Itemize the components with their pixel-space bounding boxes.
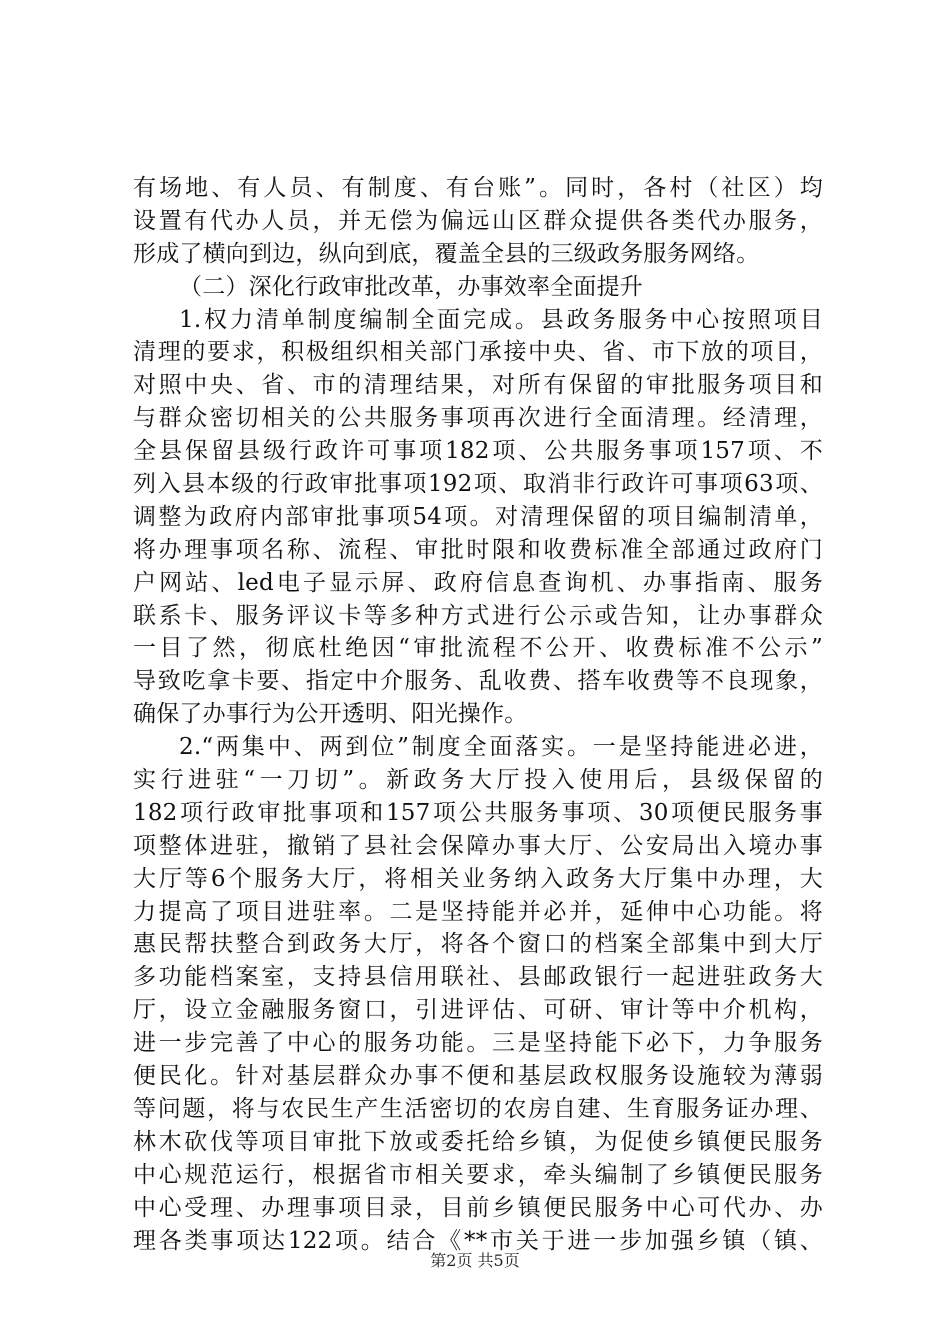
text-line: 一目了然，彻底杜绝因“审批流程不公开、收费标准不公示”: [133, 635, 823, 662]
text-line: 多功能档案室，支持县信用联社、县邮政银行一起进驻政务大: [133, 964, 823, 991]
text-line: 实行进驻“一刀切”。新政务大厅投入使用后，县级保留的: [133, 767, 823, 794]
text-line: 联系卡、服务评议卡等多种方式进行公示或告知，让办事群众: [133, 602, 823, 629]
text-line: 力提高了项目进驻率。二是坚持能并必并，延伸中心功能。将: [133, 898, 823, 925]
text-line: 1.权力清单制度编制全面完成。县政务服务中心按照项目: [179, 306, 823, 333]
text-line: 中心规范运行，根据省市相关要求，牵头编制了乡镇便民服务: [133, 1161, 823, 1188]
text-line: 形成了横向到边，纵向到底，覆盖全县的三级政务服务网络。: [133, 240, 760, 267]
text-line: （二）深化行政审批改革，办事效率全面提升: [179, 273, 643, 300]
page-footer: 第2页 共5页: [430, 1251, 520, 1270]
text-line: 全县保留县级行政许可事项182项、公共服务事项157项、不: [133, 438, 823, 465]
text-line: 理各类事项达122项。结合《**市关于进一步加强乡镇（镇、: [133, 1227, 823, 1254]
text-line: 清理的要求，积极组织相关部门承接中央、省、市下放的项目，: [133, 339, 823, 366]
text-line: 与群众密切相关的公共服务事项再次进行全面清理。经清理，: [133, 405, 823, 432]
text-line: 导致吃拿卡要、指定中介服务、乱收费、搭车收费等不良现象，: [133, 668, 823, 695]
text-line: 进一步完善了中心的服务功能。三是坚持能下必下，力争服务: [133, 1030, 823, 1057]
text-line: 厅，设立金融服务窗口，引进评估、可研、审计等中介机构，: [133, 997, 823, 1024]
text-line: 中心受理、办理事项目录，目前乡镇便民服务中心可代办、办: [133, 1194, 823, 1221]
text-line: 有场地、有人员、有制度、有台账”。同时，各村（社区）均: [133, 175, 823, 201]
body-text: [133, 172, 823, 1257]
text-line: 将办理事项名称、流程、审批时限和收费标准全部通过政府门: [133, 536, 823, 563]
text-line: 设置有代办人员，并无偿为偏远山区群众提供各类代办服务，: [133, 207, 823, 234]
text-line: 对照中央、省、市的清理结果，对所有保留的审批服务项目和: [133, 372, 823, 399]
text-line: 林木砍伐等项目审批下放或委托给乡镇，为促使乡镇便民服务: [133, 1128, 823, 1155]
text-line: 大厅等6个服务大厅，将相关业务纳入政务大厅集中办理，大: [133, 865, 823, 892]
text-line: 等问题，将与农民生产生活密切的农房自建、生育服务证办理、: [133, 1095, 823, 1122]
text-line: 户网站、led电子显示屏、政府信息查询机、办事指南、服务: [133, 569, 823, 596]
text-line: 项整体进驻，撤销了县社会保障办事大厅、公安局出入境办事: [133, 832, 823, 859]
text-line: 2.“两集中、两到位”制度全面落实。一是坚持能进必进，: [179, 734, 823, 761]
text-line: 惠民帮扶整合到政务大厅，将各个窗口的档案全部集中到大厅: [133, 931, 823, 958]
text-line: 确保了办事行为公开透明、阳光操作。: [133, 701, 528, 728]
text-line: 182项行政审批事项和157项公共服务事项、30项便民服务事: [133, 799, 823, 826]
text-line: 调整为政府内部审批事项54项。对清理保留的项目编制清单，: [133, 503, 823, 530]
text-line: 便民化。针对基层群众办事不便和基层政权服务设施较为薄弱: [133, 1063, 823, 1090]
text-line: 列入县本级的行政审批事项192项、取消非行政许可事项63项、: [133, 471, 823, 498]
